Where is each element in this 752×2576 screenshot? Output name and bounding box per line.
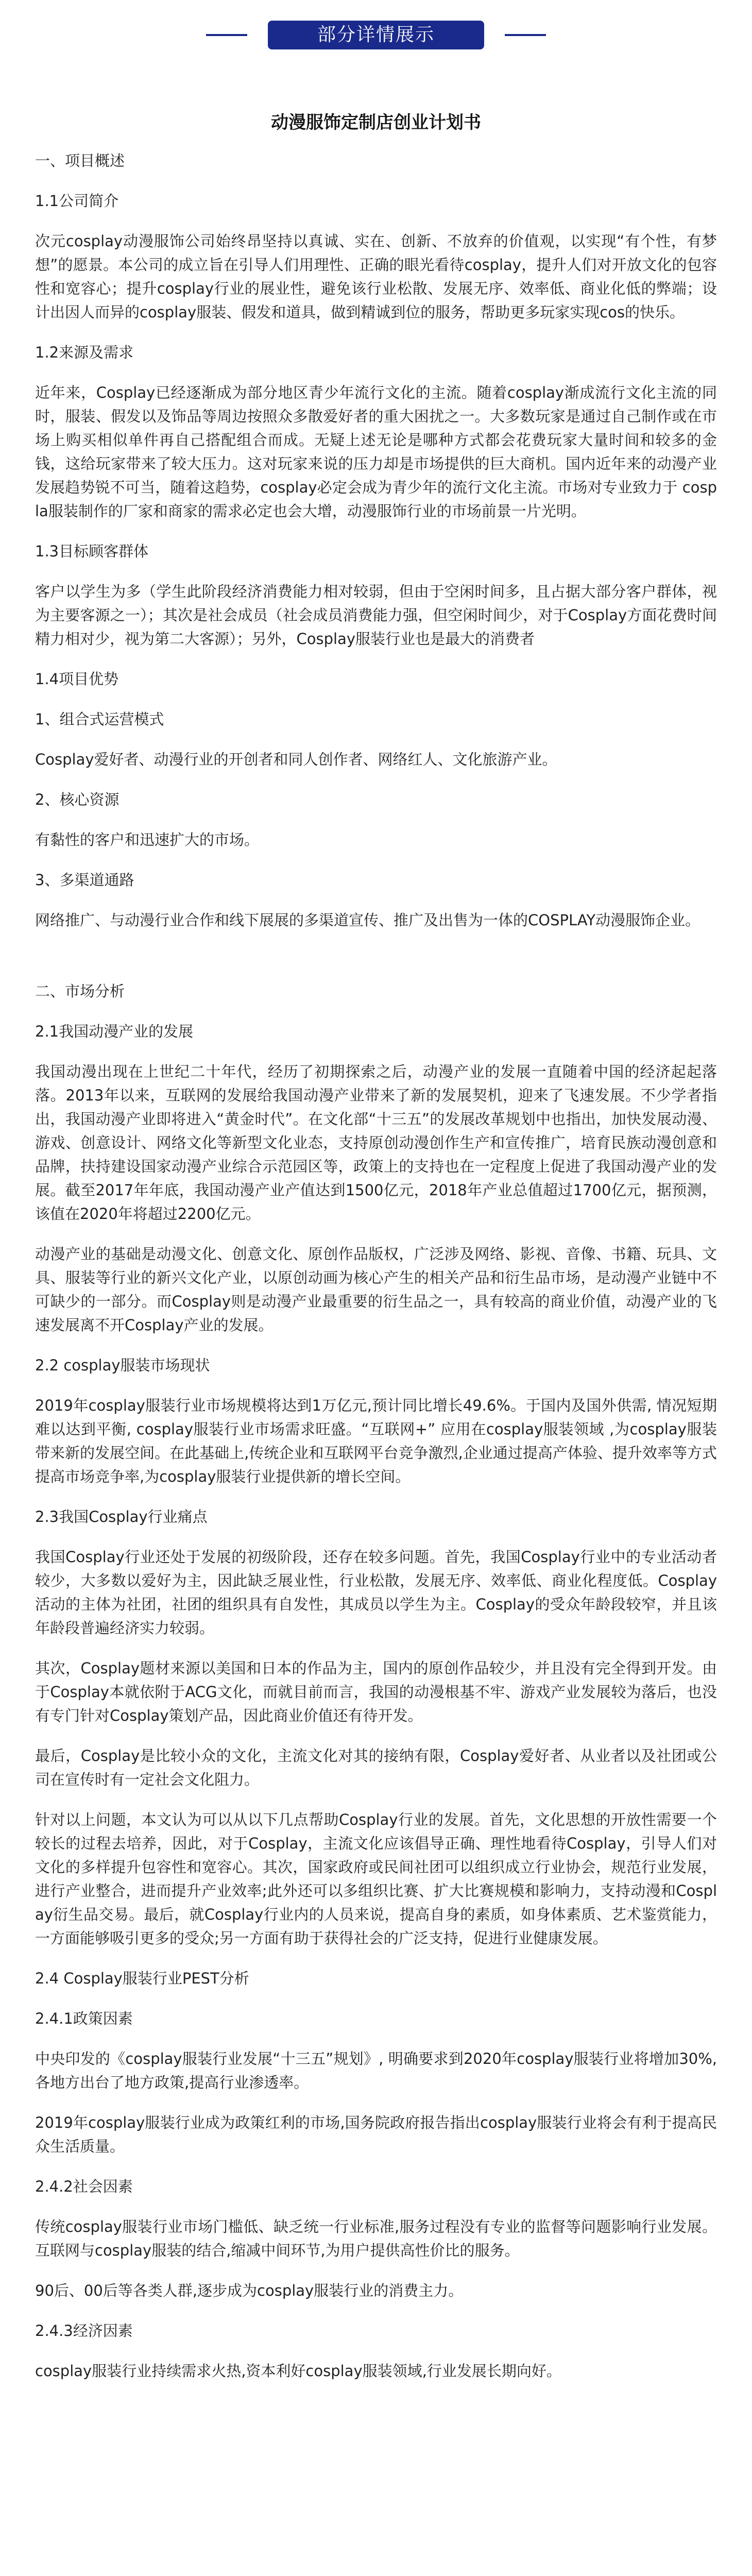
paragraph: 2.4.2社会因素 xyxy=(35,2178,133,2195)
paragraph: 其次，Cosplay题材来源以美国和日本的作品为主，国内的原创作品较少，并且没有完全得到开发。由于Cosplay本就依附于ACG文化，而就目前而言，我国的动漫根基不牢、游戏产业发展较为落后，也没有专门针对Cosplay策划产品，因此商业价值还有待开发。 xyxy=(35,1659,717,1724)
paragraph: 我国动漫出现在上世纪二十年代，经历了初期探索之后，动漫产业的发展一直随着中国的经济起起落落。2013年以来，互联网的发展给我国动漫产业带来了新的发展契机，迎来了飞速发展。不少学者指出，我国动漫产业即将进入“黄金时代”。在文化部“十三五”的发展改革规划中也指出，加快发展动漫、游戏、创意设计、网络文化等新型文化业态，支持原创动漫创作生产和宣传推广，培育民族动漫创意和品牌，扶持建设国家动漫产业综合示范园区等，政策上的支持也在一定程度上促进了我国动漫产业的发展。截至2017年年底，我国动漫产业产值达到1500亿元，2018年产业总值超过1700亿元，据预测，该值在2020年将超过2200亿元。 xyxy=(35,1063,717,1223)
paragraph: 90后、00后等各类人群,逐步成为cosplay服装行业的消费主力。 xyxy=(35,2282,464,2299)
paragraph: cosplay服装行业持续需求火热,资本利好cosplay服装领域,行业发展长期向好。 xyxy=(35,2362,561,2380)
paragraph: 次元cosplay动漫服饰公司始终昂坚持以真诚、实在、创新、不放弃的价值观，以实现“有个性，有梦想”的愿景。本公司的成立旨在引导人们用理性、正确的眼光看待cosplay，提升人们对开放文化的包容性和宽容心；提升cosplay行业的展业性，避免该行业松散、发展无序、效率低、商业化低的弊端；设计出因人而异的cosplay服装、假发和道具，做到精诚到位的服务，帮助更多玩家实现cos的快乐。 xyxy=(35,232,717,321)
paragraph: 1、组合式运营模式 xyxy=(35,710,164,728)
paragraph: 一、项目概述 xyxy=(35,152,125,170)
document-preview xyxy=(35,72,717,2399)
paragraph: 2.1我国动漫产业的发展 xyxy=(35,1023,194,1040)
paragraph: 二、市场分析 xyxy=(35,982,125,1000)
paragraph: 2019年cosplay服装行业市场规模将达到1万亿元,预计同比增长49.6%。于国内及国外供需, 情况短期难以达到平衡, cosplay服装行业市场需求旺盛。“互联网+” 应用在cosplay服装领域 ,为cosplay服装带来新的发展空间。在此基础上,传统企业和互联网平台竞争激烈,企业通过提高产体验、提升效率等方式提高市场竞争率,为cosplay服装行业提供新的增长空间。 xyxy=(35,1397,717,1485)
paragraph: 动漫产业的基础是动漫文化、创意文化、原创作品版权，广泛涉及网络、影视、音像、书籍、玩具、文具、服装等行业的新兴文化产业，以原创动画为核心产生的相关产品和衍生品市场，是动漫产业链中不可缺少的一部分。而Cosplay则是动漫产业最重要的衍生品之一，具有较高的商业价值，动漫产业的飞速发展离不开Cosplay产业的发展。 xyxy=(35,1245,717,1334)
paragraph: 近年来，Cosplay已经逐渐成为部分地区青少年流行文化的主流。随着cosplay渐成流行文化主流的同时，服装、假发以及饰品等周边按照众多散爱好者的重大困扰之一。大多数玩家是通过自己制作或在市场上购买相似单件再自己搭配组合而成。无疑上述无论是哪种方式都会花费玩家大量时间和较多的金钱，这给玩家带来了较大压力。这对玩家来说的压力却是市场提供的巨大商机。国内近年来的动漫产业发展趋势锐不可当，随着这趋势，cosplay必定会成为青少年的流行文化主流。市场对专业致力于 cospla服装制作的厂家和商家的需求必定也会大增，动漫服饰行业的市场前景一片光明。 xyxy=(35,384,717,520)
paragraph: 1.2来源及需求 xyxy=(35,344,134,361)
paragraph: 最后，Cosplay是比较小众的文化，主流文化对其的接纳有限，Cosplay爱好者、从业者以及社团或公司在宣传时有一定社会文化阻力。 xyxy=(35,1747,717,1788)
banner-line-left xyxy=(206,34,247,36)
section-market-analysis xyxy=(35,979,717,2383)
paragraph: 2.4 Cosplay服装行业PEST分析 xyxy=(35,1970,249,1987)
banner-line-right xyxy=(505,34,546,36)
paragraph: 2.4.3经济因素 xyxy=(35,2322,133,2340)
paragraph: 1.4项目优势 xyxy=(35,670,119,688)
paragraph: 客户以学生为多（学生此阶段经济消费能力相对较弱，但由于空闲时间多，且占据大部分客户群体，视为主要客源之一）；其次是社会成员（社会成员消费能力强，但空闲时间少，对于Cosplay方面花费时间精力相对少，视为第二大客源）；另外，Cosplay服装行业也是最大的消费者 xyxy=(35,583,717,648)
paragraph: 2.3我国Cosplay行业痛点 xyxy=(35,1508,208,1526)
paragraph: 传统cosplay服装行业市场门槛低、缺乏统一行业标准,服务过程没有专业的监督等问题影响行业发展。互联网与cosplay服装的结合,缩减中间环节,为用户提供高性价比的服务。 xyxy=(35,2218,717,2259)
section-banner xyxy=(0,21,752,49)
paragraph: Cosplay爱好者、动漫行业的开创者和同人创作者、网络红人、文化旅游产业。 xyxy=(35,751,557,768)
paragraph: 2.4.1政策因素 xyxy=(35,2010,133,2027)
paragraph: 2、核心资源 xyxy=(35,791,119,808)
paragraph: 有黏性的客户和迅速扩大的市场。 xyxy=(35,831,260,849)
paragraph: 3、多渠道通路 xyxy=(35,871,134,889)
section-project-overview xyxy=(35,149,717,932)
paragraph: 1.3目标顾客群体 xyxy=(35,543,149,560)
section-gap xyxy=(35,948,717,979)
paragraph: 我国Cosplay行业还处于发展的初级阶段，还存在较多问题。首先，我国Cosplay行业中的专业活动者较少，大多数以爱好为主，因此缺乏展业性，行业松散，发展无序、效率低、商业化程度低。Cosplay活动的主体为社团，社团的组织具有自发性，其成员以学生为主。Cosplay的受众年龄段较窄，并且该年龄段普遍经济实力较弱。 xyxy=(35,1548,717,1637)
banner-title: 部分详情展示 xyxy=(268,21,484,49)
document-title: 动漫服饰定制店创业计划书 xyxy=(271,112,481,133)
paragraph: 2.2 cosplay服装市场现状 xyxy=(35,1357,210,1374)
paragraph: 中央印发的《cosplay服装行业发展“十三五”规划》, 明确要求到2020年cosplay服装行业将增加30%,各地方出台了地方政策,提高行业渗透率。 xyxy=(35,2050,717,2091)
paragraph: 针对以上问题，本文认为可以从以下几点帮助Cosplay行业的发展。首先，文化思想的开放性需要一个较长的过程去培养，因此，对于Cosplay，主流文化应该倡导正确、理性地看待Cosplay，引导人们对文化的多样提升包容性和宽容心。其次，国家政府或民间社团可以组织成立行业协会，规范行业发展，进行产业整合，进而提升产业效率;此外还可以多组织比赛、扩大比赛规模和影响力，支持动漫和Cosplay衍生品交易。最后，就Cosplay行业内的人员来说，提高自身的素质，如身体素质、艺术鉴赏能力，一方面能够吸引更多的受众;另一方面有助于获得社会的广泛支持，促进行业健康发展。 xyxy=(35,1811,717,1947)
paragraph: 2019年cosplay服装行业成为政策红利的市场,国务院政府报告指出cosplay服装行业将会有利于提高民众生活质量。 xyxy=(35,2114,717,2155)
paragraph: 1.1公司简介 xyxy=(35,192,119,210)
paragraph: 网络推广、与动漫行业合作和线下展展的多渠道宣传、推广及出售为一体的COSPLAY动漫服饰企业。 xyxy=(35,911,700,929)
